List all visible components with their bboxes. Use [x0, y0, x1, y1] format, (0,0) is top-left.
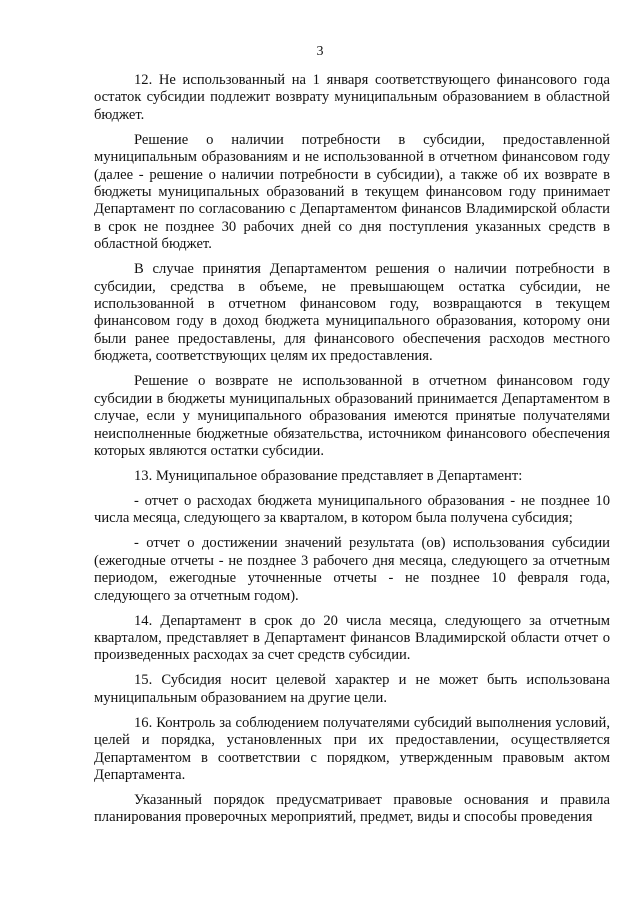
- list-item-expense-report: - отчет о расходах бюджета муниципального образования - не позднее 10 числа месяца, следующего за кварталом, в котором была получена субсидия;: [94, 492, 610, 527]
- paragraph-13-reports: 13. Муниципальное образование представляет в Департамент:: [134, 467, 523, 484]
- list-item-result-report: - отчет о достижении значений результата (ов) использования субсидии (ежегодные отчеты - не позднее 3 рабочего дня месяца, следующего за отчетным периодом, ежегодные уточненные отчеты - не позднее 10 февраля года, следующего за отчетным годом).: [94, 535, 610, 604]
- paragraph-need-decision: Решение о наличии потребности в субсидии, предоставленной муниципальным образованиям и не использованной в отчетном финансовом году (далее - решение о наличии потребности в субсидии), а также об их возврате в бюджеты муниципальных образований в текущем финансовом году принимает Департамент по согласованию с Департаментом финансов Владимирской области в срок не позднее 30 рабочих дней со дня поступления указанных средств в областной бюджет.: [94, 131, 610, 253]
- paragraph-control-procedure: Указанный порядок предусматривает правовые основания и правила планирования проверочных мероприятий, предмет, виды и способы проведения: [94, 791, 610, 826]
- page-number: 3: [316, 44, 324, 59]
- paragraph-need-confirmed: В случае принятия Департаментом решения о наличии потребности в субсидии, средства в объеме, не превышающем остатка субсидии, не использованной в отчетном финансовом году, возвращаются в текущем финансовом году в доход бюджета муниципального образования, которому они были ранее предоставлены, для финансового обеспечения расходов местного бюджета, соответствующих целям их предоставления.: [94, 261, 610, 365]
- paragraph-12-refund: 12. Не использованный на 1 января соответствующего финансового года остаток субсидии подлежит возврату муниципальным образованием в областной бюджет.: [94, 72, 610, 123]
- paragraph-return-decision: Решение о возврате не использованной в отчетном финансовом году субсидии в бюджеты муниципальных образований принимается Департаментом в случае, если у муниципального образования имеются принятые получателями неисполненные бюджетные обязательства, источником финансового обеспечения которых являются остатки субсидии.: [94, 373, 610, 459]
- paragraph-16-control: 16. Контроль за соблюдением получателями субсидий выполнения условий, целей и порядка, установленных при их предоставлении, осуществляется Департаментом в соответствии с порядком, утвержденным правовым актом Департамента.: [94, 714, 610, 783]
- paragraph-15-target-use: 15. Субсидия носит целевой характер и не может быть использована муниципальным образованием на другие цели.: [94, 672, 610, 706]
- paragraph-14-finance-report: 14. Департамент в срок до 20 числа месяца, следующего за отчетным кварталом, представляет в Департамент финансов Владимирской области отчет о произведенных расходах за счет средств субсидии.: [94, 612, 610, 664]
- document-body: [94, 72, 610, 834]
